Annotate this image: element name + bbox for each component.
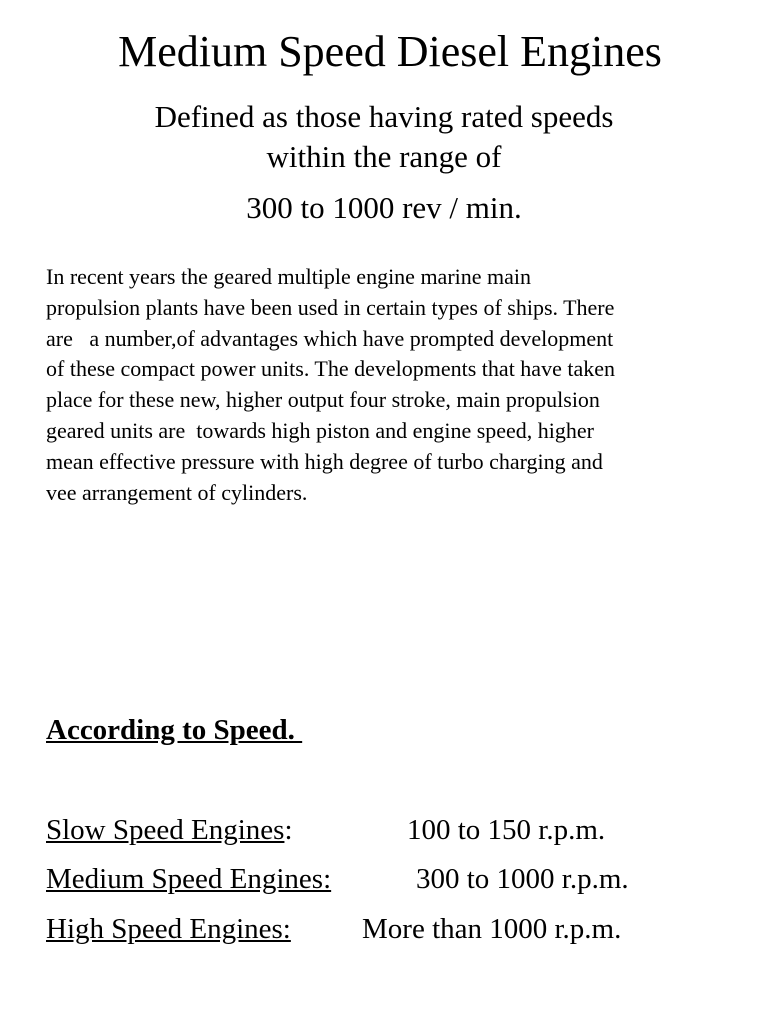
speed-row-high <box>46 909 622 949</box>
speed-row-value: 300 to 1000 r.p.m. <box>416 863 629 895</box>
speed-row-label: Slow Speed Engines <box>46 814 285 846</box>
speed-row-medium <box>46 859 629 899</box>
speed-row-label: High Speed Engines: <box>46 913 291 945</box>
speed-row-value: More than 1000 r.p.m. <box>362 913 622 945</box>
intro-paragraph <box>46 262 746 508</box>
speed-row-slow <box>46 810 606 850</box>
paragraph-line: of these compact power units. The developments that have taken <box>46 356 615 382</box>
paragraph-line: propulsion plants have been used in certain types of ships. There <box>46 294 615 320</box>
paragraph-line: are a number,of advantages which have prompted development <box>46 325 614 351</box>
definition-line-2: within the range of <box>266 139 502 174</box>
paragraph-line: vee arrangement of cylinders. <box>46 479 308 505</box>
section-heading: According to Speed. <box>46 714 303 746</box>
page-title: Medium Speed Diesel Engines <box>118 27 662 76</box>
speed-row-suffix: : <box>284 814 293 846</box>
definition-line-1: Defined as those having rated speeds <box>154 99 614 134</box>
paragraph-line: geared units are towards high piston and engine speed, higher <box>46 417 595 443</box>
definition-speed-range: 300 to 1000 rev / min. <box>246 190 522 225</box>
paragraph-line: mean effective pressure with high degree of turbo charging and <box>46 448 603 474</box>
paragraph-line: In recent years the geared multiple engine marine main <box>46 264 532 289</box>
paragraph-line: place for these new, higher output four stroke, main propulsion <box>46 387 600 413</box>
speed-row-value: 100 to 150 r.p.m. <box>407 814 606 846</box>
speed-row-label: Medium Speed Engines: <box>46 863 332 895</box>
